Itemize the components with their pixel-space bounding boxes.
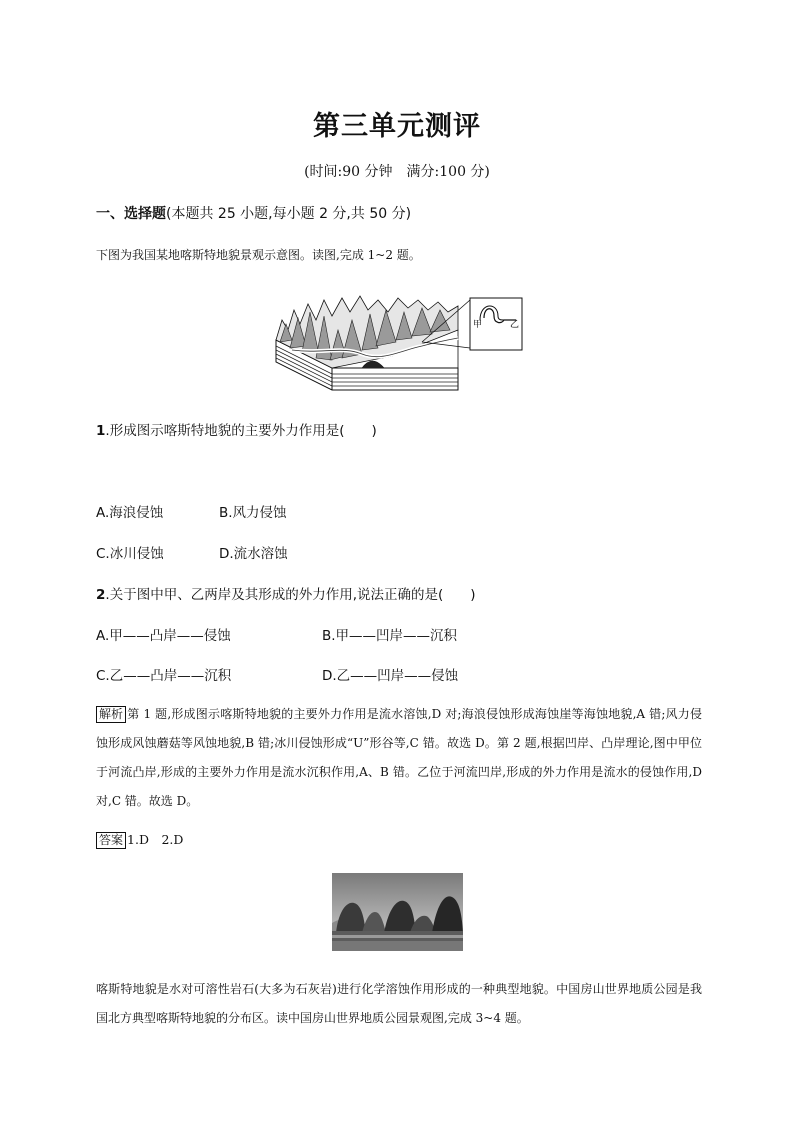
page-title: 第三单元测评 [313,111,481,142]
question-1 [96,419,377,439]
question-2 [96,583,476,603]
landscape-photo [332,873,463,951]
landscape-photo-svg [332,873,463,951]
question-2-number: 2 [96,587,106,603]
q2-option-b: B.甲——凹岸——沉积 [322,628,458,644]
karst-block-diagram-svg [272,290,528,394]
q1-option-b: B.风力侵蚀 [219,505,287,521]
analysis-tag: 解析 [96,706,126,723]
analysis-block [96,700,702,816]
question-1-text: .形成图示喀斯特地貌的主要外力作用是( ) [105,423,377,439]
q2-option-a: A.甲——凸岸——侵蚀 [96,628,231,644]
answer-block [96,830,183,849]
intro-1: 下图为我国某地喀斯特地貌景观示意图。读图,完成 1~2 题。 [96,248,421,262]
section-label: 一、选择题 [96,206,166,222]
analysis-text: 第 1 题,形成图示喀斯特地貌的主要外力作用是流水溶蚀,D 对;海浪侵蚀形成海蚀崖等海蚀地貌,A 错;风力侵蚀形成风蚀蘑菇等风蚀地貌,B 错;冰川侵蚀形成“U”形谷等,C 错。故选 D。第 2 题,根据凹岸、凸岸理论,图中甲位于河流凸岸,形成的主要外力作用是流水沉积作用,A、B 错。乙位于河流凹岸,形成的外力作用是流水的侵蚀作用,D 对,C 错。故选 D。 [96,707,702,808]
question-2-text: .关于图中甲、乙两岸及其形成的外力作用,说法正确的是( ) [105,587,476,603]
q1-option-c: C.冰川侵蚀 [96,546,164,562]
q1-option-a: A.海浪侵蚀 [96,505,164,521]
intro-2: 喀斯特地貌是水对可溶性岩石(大多为石灰岩)进行化学溶蚀作用形成的一种典型地貌。中国房山世界地质公园是我国北方典型喀斯特地貌的分布区。读中国房山世界地质公园景观图,完成 3~4 题。 [96,982,702,1025]
q2-option-c: C.乙——凸岸——沉积 [96,668,232,684]
q2-option-d: D.乙——凹岸——侵蚀 [322,668,459,684]
answer-text: 1.D 2.D [127,832,184,847]
q1-option-d: D.流水溶蚀 [219,546,288,562]
karst-block-diagram [272,290,528,394]
answer-tag: 答案 [96,832,126,849]
section-heading [96,203,411,223]
exam-info: (时间:90 分钟 满分:100 分) [304,164,490,180]
label-yi: 乙 [510,320,520,330]
section-note: (本题共 25 小题,每小题 2 分,共 50 分) [166,206,412,222]
label-jia: 甲 [473,320,483,330]
question-1-number: 1 [96,423,106,439]
